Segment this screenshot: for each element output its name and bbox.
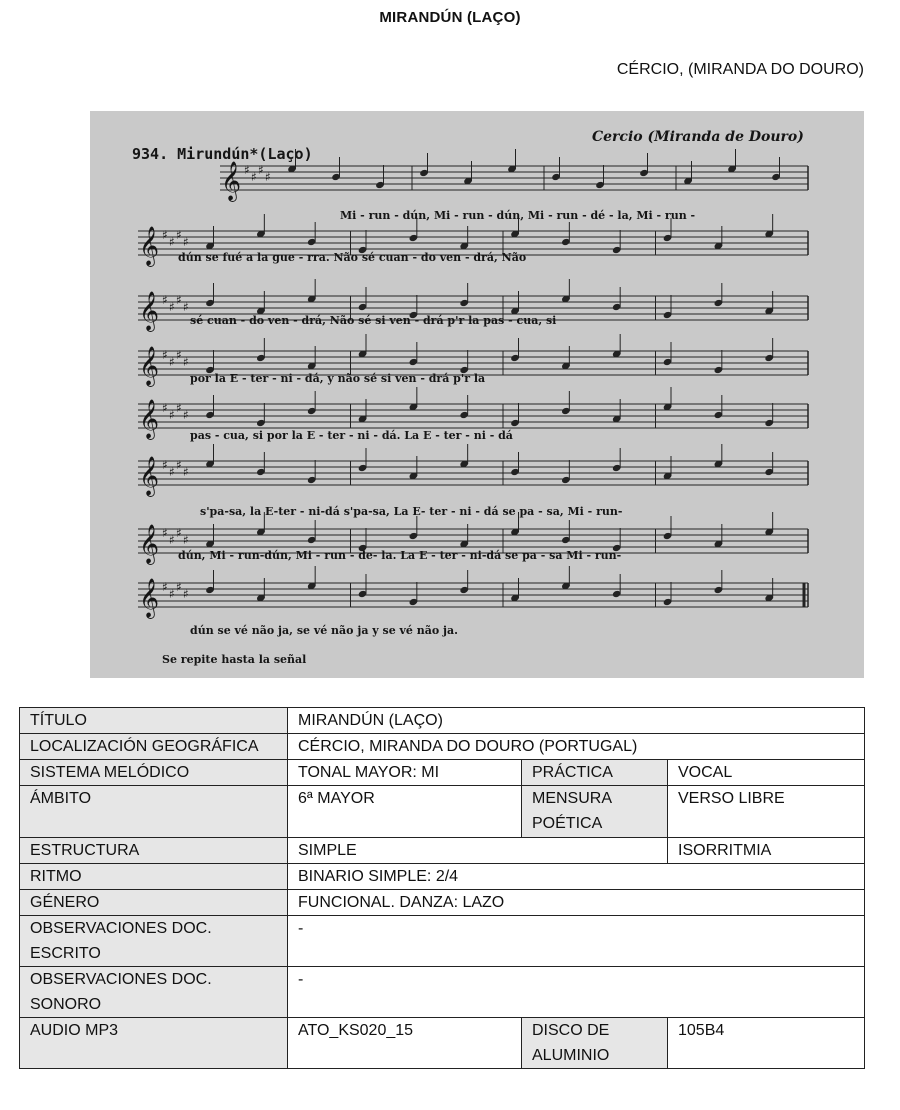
- svg-text:♯: ♯: [162, 293, 168, 307]
- value-estructura: SIMPLE: [288, 838, 668, 864]
- label-genero: GÉNERO: [20, 890, 288, 916]
- svg-text:♯: ♯: [176, 458, 182, 472]
- row-audio: [20, 1018, 865, 1069]
- label-mensura: MENSURA POÉTICA: [522, 786, 668, 838]
- value-audio: ATO_KS020_15: [288, 1018, 522, 1069]
- svg-text:♯: ♯: [169, 355, 175, 369]
- label-ambito: ÁMBITO: [20, 786, 288, 838]
- svg-text:♯: ♯: [183, 533, 189, 547]
- score-number-title: 934. Mirundún*(Laço): [132, 145, 313, 163]
- svg-text:♯: ♯: [162, 580, 168, 594]
- page-title: MIRANDÚN (LAÇO): [379, 9, 521, 26]
- lyric-line: dún se fué a la gue - rra. Não sé cuan - do ven - drá, Não: [178, 251, 527, 264]
- svg-text:♯: ♯: [183, 587, 189, 601]
- svg-text:♯: ♯: [162, 228, 168, 242]
- svg-text:♯: ♯: [183, 465, 189, 479]
- row-obs-sonoro: [20, 967, 865, 1018]
- label-audio: AUDIO MP3: [20, 1018, 288, 1069]
- svg-text:𝄞: 𝄞: [139, 456, 160, 496]
- svg-text:♯: ♯: [169, 587, 175, 601]
- svg-text:𝄞: 𝄞: [139, 524, 160, 564]
- row-genero: [20, 890, 865, 916]
- svg-text:♯: ♯: [244, 163, 250, 177]
- svg-text:♯: ♯: [183, 300, 189, 314]
- svg-text:𝄞: 𝄞: [139, 578, 160, 618]
- label-localizacion: LOCALIZACIÓN GEOGRÁFICA: [20, 734, 288, 760]
- value-disco: 105B4: [668, 1018, 865, 1069]
- score-footnote: Se repite hasta la señal: [162, 653, 307, 666]
- svg-text:𝄞: 𝄞: [139, 291, 160, 331]
- lyric-line: s'pa-sa, la E-ter - ni-dá s'pa-sa, La E- ter - ni - dá se pa - sa, Mi - run-: [200, 505, 623, 518]
- row-ritmo: [20, 864, 865, 890]
- value-titulo: MIRANDÚN (LAÇO): [288, 708, 865, 734]
- lyric-line: dún, Mi - run-dún, Mi - run - de- la. La E - ter - ni-dá se pa - sa Mi - run-: [178, 549, 622, 562]
- svg-text:♯: ♯: [169, 235, 175, 249]
- svg-text:𝄞: 𝄞: [139, 226, 160, 266]
- value-sistema: TONAL MAYOR: MI: [288, 760, 522, 786]
- value-ambito: 6ª MAYOR: [288, 786, 522, 838]
- row-obs-escrito: [20, 916, 865, 967]
- lyric-line: por la E - ter - ni - dá, y não sé si ven - drá p'r la: [190, 372, 486, 385]
- svg-text:♯: ♯: [183, 408, 189, 422]
- label-obs-sonoro: OBSERVACIONES DOC. SONORO: [20, 967, 288, 1018]
- row-estructura: [20, 838, 865, 864]
- svg-text:♯: ♯: [176, 293, 182, 307]
- value-practica: VOCAL: [668, 760, 865, 786]
- svg-text:♯: ♯: [176, 228, 182, 242]
- svg-text:♯: ♯: [162, 348, 168, 362]
- svg-text:𝄞: 𝄞: [221, 161, 242, 201]
- row-ambito: [20, 786, 865, 838]
- value-obs-escrito: -: [288, 916, 865, 967]
- lyric-lines: [178, 209, 695, 637]
- svg-text:𝄞: 𝄞: [139, 346, 160, 386]
- label-ritmo: RITMO: [20, 864, 288, 890]
- score-image: [90, 111, 864, 678]
- value-genero: FUNCIONAL. DANZA: LAZO: [288, 890, 865, 916]
- value-mensura: VERSO LIBRE: [668, 786, 865, 838]
- svg-text:♯: ♯: [162, 401, 168, 415]
- value-estructura-extra: ISORRITMIA: [668, 838, 865, 864]
- svg-text:♯: ♯: [258, 163, 264, 177]
- label-sistema: SISTEMA MELÓDICO: [20, 760, 288, 786]
- label-obs-escrito: OBSERVACIONES DOC. ESCRITO: [20, 916, 288, 967]
- svg-text:♯: ♯: [169, 300, 175, 314]
- svg-text:♯: ♯: [169, 408, 175, 422]
- svg-text:♯: ♯: [183, 355, 189, 369]
- svg-text:♯: ♯: [169, 465, 175, 479]
- svg-text:♯: ♯: [176, 401, 182, 415]
- svg-text:♯: ♯: [176, 526, 182, 540]
- svg-text:𝄞: 𝄞: [139, 399, 160, 439]
- svg-text:♯: ♯: [183, 235, 189, 249]
- svg-text:♯: ♯: [265, 170, 271, 184]
- lyric-line: dún se vé não ja, se vé não ja y se vé não ja.: [190, 624, 458, 637]
- row-titulo: [20, 708, 865, 734]
- value-obs-sonoro: -: [288, 967, 865, 1018]
- svg-text:♯: ♯: [162, 526, 168, 540]
- lyric-line: sé cuan - do ven - drá, Não sé si ven - drá p'r la pas - cua, si: [190, 314, 557, 327]
- lyric-line: pas - cua, si por la E - ter - ni - dá. La E - ter - ni - dá: [190, 429, 513, 442]
- label-disco: DISCO DE ALUMINIO: [522, 1018, 668, 1069]
- row-localizacion: [20, 734, 865, 760]
- metadata-table: [19, 707, 865, 1069]
- lyric-line: Mi - run - dún, Mi - run - dún, Mi - run - dé - la, Mi - run -: [340, 209, 696, 222]
- row-sistema: [20, 760, 865, 786]
- value-localizacion: CÉRCIO, MIRANDA DO DOURO (PORTUGAL): [288, 734, 865, 760]
- svg-text:♯: ♯: [169, 533, 175, 547]
- svg-text:♯: ♯: [176, 348, 182, 362]
- location-heading: CÉRCIO, (MIRANDA DO DOURO): [616, 61, 864, 78]
- svg-text:♯: ♯: [251, 170, 257, 184]
- svg-text:♯: ♯: [176, 580, 182, 594]
- label-practica: PRÁCTICA: [522, 760, 668, 786]
- label-titulo: TÍTULO: [20, 708, 288, 734]
- label-estructura: ESTRUCTURA: [20, 838, 288, 864]
- svg-text:♯: ♯: [162, 458, 168, 472]
- value-ritmo: BINARIO SIMPLE: 2/4: [288, 864, 865, 890]
- score-source-place: Cercio (Miranda de Douro): [592, 129, 804, 145]
